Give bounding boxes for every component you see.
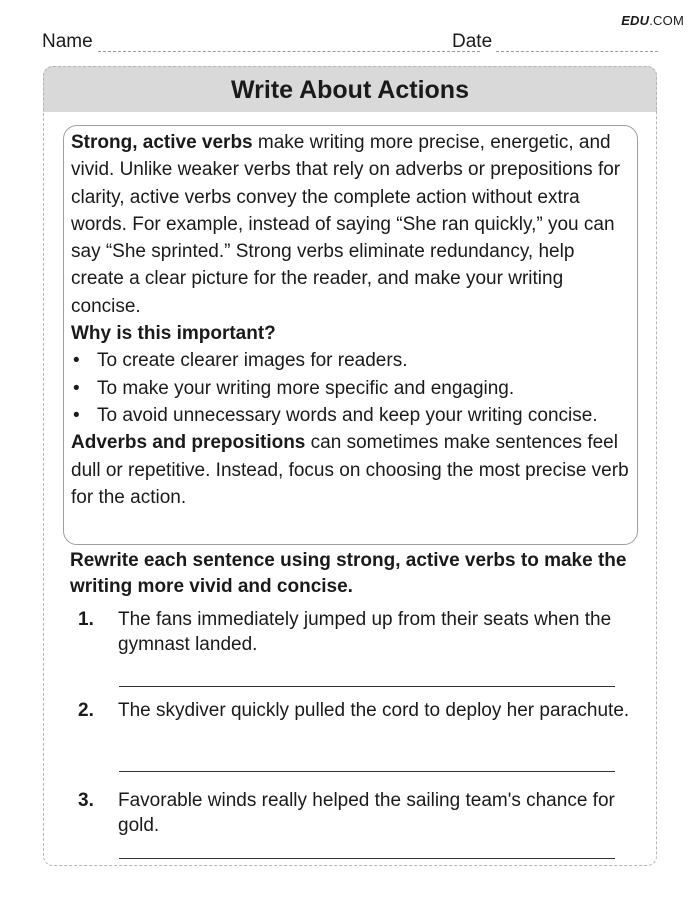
page-title: Write About Actions (231, 76, 469, 104)
question-1 (78, 607, 638, 657)
date-field[interactable] (496, 51, 658, 52)
list-item: • To create clearer images for readers. (71, 347, 629, 374)
intro-text: make writing more precise, energetic, and vivid. Unlike weaker verbs that rely on adverbs or prepositions for clarity, active verbs convey the complete action without extra words. For example, instead of saying “She ran quickly,” you can say “She sprinted.” Strong verbs eliminate redundancy, help create a clear picture for the reader, and make your writing concise. (71, 132, 621, 317)
list-item: • To avoid unnecessary words and keep your writing concise. (71, 402, 629, 429)
intro-paragraph (71, 129, 629, 320)
question-text: The fans immediately jumped up from their seats when the gymnast landed. (118, 609, 612, 655)
question-text: The skydiver quickly pulled the cord to deploy her parachute. (118, 700, 630, 721)
question-3 (78, 788, 638, 838)
question-number: 1. (78, 609, 94, 630)
header-fields (42, 31, 658, 55)
reasons-list (71, 347, 629, 429)
title-bar (43, 66, 657, 112)
question-text: Favorable winds really helped the sailing team's chance for gold. (118, 790, 615, 836)
brand-suffix: .COM (649, 13, 684, 28)
adverbs-text: can sometimes make sentences feel dull or repetitive. Instead, focus on choosing the most precise verb for the action. (71, 432, 629, 508)
question-number: 2. (78, 700, 94, 721)
answer-line-1[interactable] (119, 686, 615, 687)
intro-bold: Strong, active verbs (71, 132, 253, 153)
adverbs-bold: Adverbs and prepositions (71, 432, 306, 454)
name-label: Name (42, 31, 93, 52)
question-2 (78, 698, 638, 723)
name-field[interactable] (98, 51, 480, 52)
info-box (63, 125, 638, 545)
why-heading: Why is this important? (71, 323, 276, 345)
question-number: 3. (78, 790, 94, 811)
adverbs-paragraph (71, 429, 629, 511)
brand-logo (621, 13, 684, 28)
brand-bold: EDU (621, 13, 650, 28)
answer-line-3[interactable] (119, 858, 615, 859)
list-item: • To make your writing more specific and engaging. (71, 375, 629, 402)
date-label: Date (452, 31, 493, 52)
instructions: Rewrite each sentence using strong, active verbs to make the writing more vivid and concise. (70, 550, 627, 597)
answer-line-2[interactable] (119, 771, 615, 772)
